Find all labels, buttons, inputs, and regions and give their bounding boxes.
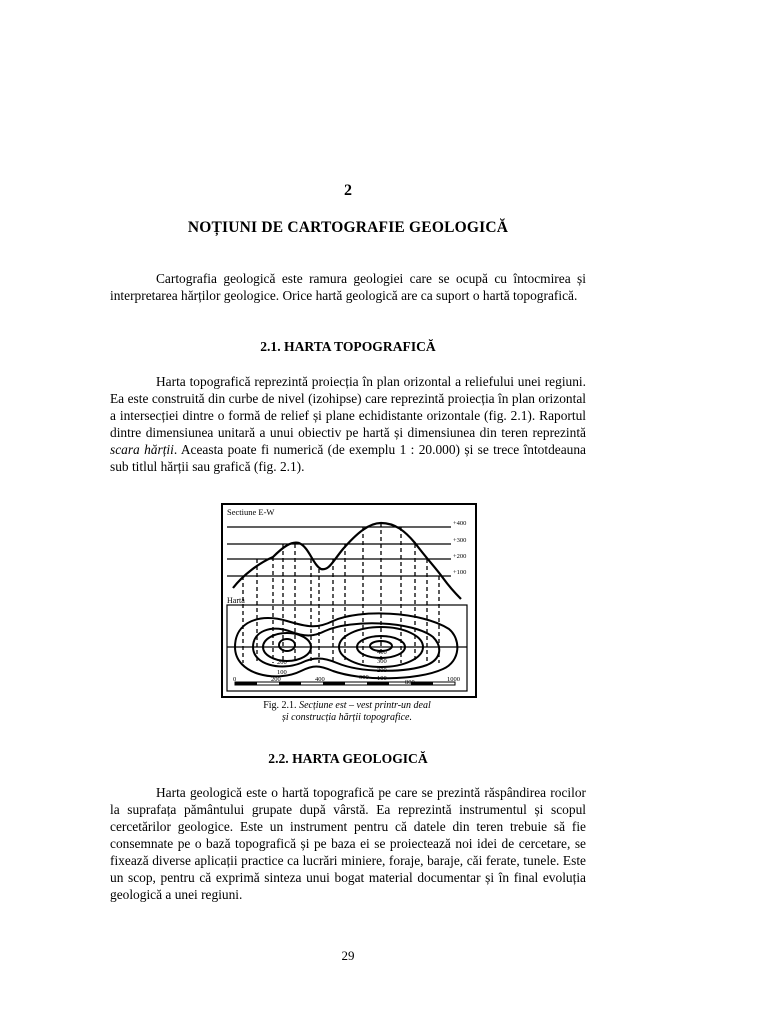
- figure-caption: [222, 700, 472, 724]
- topographic-paragraph: [110, 373, 586, 475]
- scale-bar: [235, 682, 455, 685]
- map-label: Harta: [227, 596, 245, 605]
- scale-tick: 0: [233, 676, 237, 683]
- level-label: +400: [453, 520, 467, 527]
- contour-label: 400: [377, 649, 387, 656]
- scale-tick: 400: [315, 676, 325, 683]
- chapter-title: NOȚIUNI DE CARTOGRAFIE GEOLOGICĂ: [187, 219, 509, 236]
- map-scale-term: scara hărții: [110, 442, 174, 457]
- section-heading-geologic: 2.2. HARTA GEOLOGICĂ: [268, 751, 428, 766]
- contour-label: 100: [377, 675, 387, 682]
- level-label: +300: [453, 537, 467, 544]
- intro-paragraph: Cartografia geologică este ramura geologiei care se ocupă cu întocmirea și interpretarea hărților geologice. Orice hartă geologică are ca suport o hartă topografică.: [110, 271, 586, 303]
- caption-line-2: și construcția hărții topografice.: [282, 712, 412, 723]
- contour-label: 300: [377, 658, 387, 665]
- scale-tick: 200: [271, 676, 281, 683]
- section-heading-topographic: 2.1. HARTA TOPOGRAFICĂ: [260, 339, 436, 354]
- level-label: +200: [453, 553, 467, 560]
- scale-tick: 1000: [447, 676, 460, 683]
- contour-label: 200: [377, 667, 387, 674]
- scale-tick: 600: [359, 674, 369, 681]
- topographic-text-b: . Aceasta poate fi numerică (de exemplu 1 : 20.000) și se trece întotdeauna sub titlul hărții sau grafică (fig. 2.1).: [110, 442, 587, 474]
- figure-section-and-map: [221, 503, 477, 698]
- figure-frame: [222, 504, 476, 697]
- caption-prefix: Fig. 2.1.: [263, 700, 300, 711]
- topographic-text-a: Harta topografică reprezintă proiecția în plan orizontal a reliefului unei regiuni. Ea este construită din curbe de nivel (izohipse) care reprezintă proiecția în plan orizontal a intersecției dintre o formă de relief și plane echidistante orizontale (fig. 2.1). Raportul dintre dimensiunea unitară a unui obiectiv pe hartă și dimensiunea din teren reprezintă: [110, 374, 586, 440]
- level-label: +100: [453, 569, 467, 576]
- scale-tick: 800: [405, 679, 415, 686]
- geologic-paragraph: Harta geologică este o hartă topografică pe care se prezintă răspândirea rocilor la suprafața pământului grupate după vârstă. Ea reprezintă instrumentul și scopul cercetărilor geologice. Este un instrument pentru că datele din teren trebuie să fie consemnate pe o bază topografică și pe baza ei se proiectează noi idei de cercetare, se fixează diverse aplicații practice ca lucrări miniere, foraje, baraje, căi ferate, tunele. Este un scop, pentru că exprimă sinteza unui bogat material documentar și în final evoluția geologică a unei regiuni.: [110, 785, 586, 902]
- chapter-number: 2: [344, 182, 352, 199]
- contour-label: 100: [277, 669, 287, 676]
- page-number: 29: [341, 948, 355, 963]
- caption-line-1: Secțiune est – vest printr-un deal: [299, 700, 431, 711]
- contour-label: 200: [277, 659, 287, 666]
- section-label: Sectiune E-W: [227, 507, 275, 517]
